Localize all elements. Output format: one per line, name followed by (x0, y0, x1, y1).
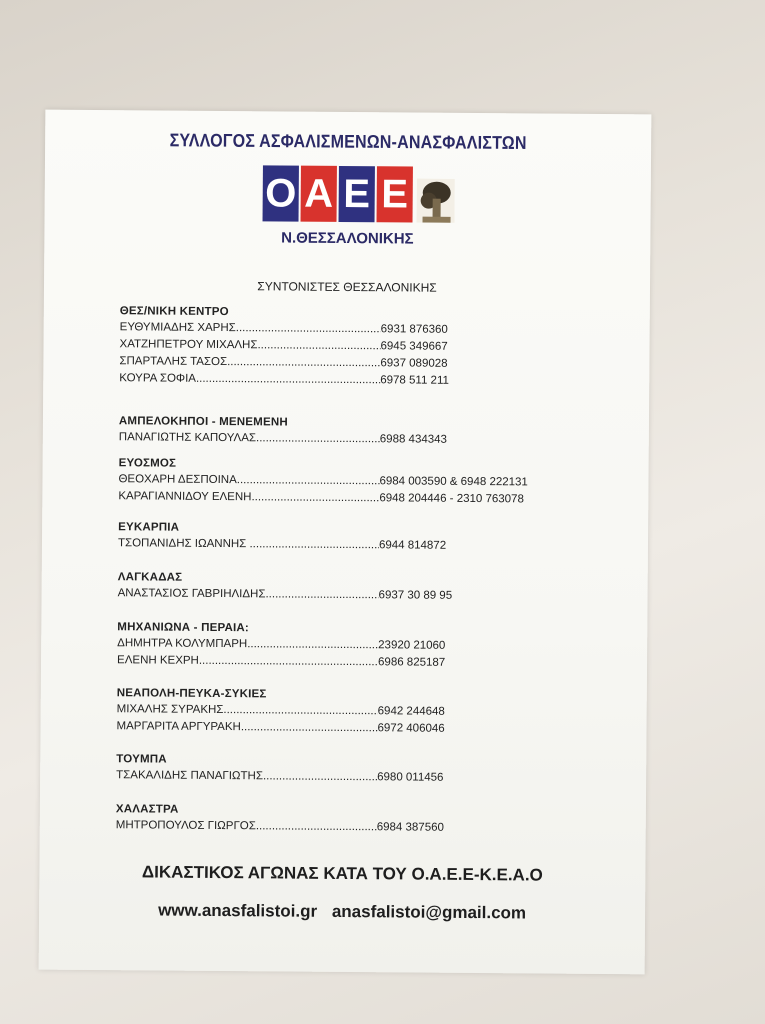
page-subtitle: ΣΥΝΤΟΝΙΣΤΕΣ ΘΕΣΣΑΛΟΝΙΚΗΣ (257, 279, 437, 295)
contact-phone: 6931 876360 (380, 323, 448, 336)
contact-phone: 6984 003590 & 6948 222131 (379, 475, 528, 489)
flyer-paper (39, 110, 652, 975)
section-michaniona (117, 621, 446, 672)
contact-name: ΚΑΡΑΓΙΑΝΝΙΔΟΥ ΕΛΕΝΗ ..... (118, 488, 379, 507)
contact-row (118, 535, 446, 555)
contact-phone: 6986 825187 (378, 656, 446, 669)
section-toumpa (116, 753, 444, 787)
contact-phone: 6980 011456 (377, 771, 444, 784)
section-title: ΛΑΓΚΑΔΑΣ (117, 571, 183, 584)
section-evosmos (118, 457, 528, 508)
section-neapoli (116, 687, 445, 738)
section-title: ΝΕΑΠΟΛΗ-ΠΕΥΚΑ-ΣΥΚΙΕΣ (116, 687, 267, 701)
contact-row (116, 767, 443, 787)
contact-phone: 23920 21060 (378, 639, 446, 652)
contact-name: ΜΙΧΑΛΗΣ ΣΥΡΑΚΗΣ ..... (117, 701, 378, 720)
contact-name: ΑΝΑΣΤΑΣΙΟΣ ΓΑΒΡΙΗΛΙΔΗΣ ..... (118, 585, 379, 604)
contact-row (119, 429, 447, 449)
contact-row (116, 718, 444, 738)
contact-name: ΚΟΥΡΑ ΣΟΦΙΑ ..... (119, 370, 380, 389)
contact-row (118, 488, 527, 508)
contact-name: ΔΗΜΗΤΡΑ ΚΟΛΥΜΠΑΡΗ ..... (117, 635, 378, 654)
contact-name: ΤΣΟΠΑΝΙΔΗΣ ΙΩΑΝΝΗΣ ..... (118, 535, 379, 554)
contact-phone: 6948 204446 - 2310 763078 (379, 492, 524, 506)
contact-name: ΕΛΕΝΗ ΚΕΧΡΗ ..... (117, 652, 378, 671)
contact-phone: 6937 30 89 95 (378, 589, 453, 602)
section-lagkadas (118, 571, 453, 605)
logo-letter: Ε (377, 166, 413, 222)
contact-phone: 6972 406046 (377, 722, 445, 735)
section-title: ΤΟΥΜΠΑ (116, 753, 167, 766)
section-title: ΧΑΛΑΣΤΡΑ (115, 803, 179, 816)
section-title: ΜΗΧΑΝΙΩΝΑ - ΠΕΡΑΙΑ: (117, 621, 250, 635)
statue-icon (417, 179, 455, 223)
oaee-logo (263, 163, 455, 223)
contact-phone: 6937 089028 (380, 357, 448, 370)
logo-letter: Ο (263, 165, 299, 221)
contact-name: ΣΠΑΡΤΑΛΗΣ ΤΑΣΟΣ ..... (119, 353, 380, 372)
section-ampelokipoi (119, 415, 447, 449)
contact-name: ΤΣΑΚΑΛΙΔΗΣ ΠΑΝΑΓΙΩΤΗΣ ..... (116, 767, 377, 786)
city-name: Ν.ΘΕΣΣΑΛΟΝΙΚΗΣ (281, 229, 414, 248)
contact-phone: 6978 511 211 (380, 374, 449, 387)
section-title: ΕΥΟΣΜΟΣ (118, 457, 177, 470)
contact-name: ΕΥΘΥΜΙΑΔΗΣ ΧΑΡΗΣ ..... (120, 319, 381, 338)
contact-row (118, 585, 453, 605)
contact-phone: 6945 349667 (380, 340, 448, 353)
email-link: anasfalistoi@gmail.com (331, 901, 527, 923)
contact-row (117, 652, 445, 672)
contact-name: ΘΕΟΧΑΡΗ ΔΕΣΠΟΙΝΑ ..... (118, 471, 379, 490)
contact-phone: 6984 387560 (376, 821, 444, 834)
contact-row (116, 817, 444, 837)
organization-name: ΣΥΛΛΟΓΟΣ ΑΣΦΑΛΙΣΜΕΝΩΝ-ΑΝΑΣΦΑΛΙΣΤΩΝ (169, 131, 527, 154)
section-efkarpia (118, 521, 446, 555)
contact-name: ΜΑΡΓΑΡΙΤΑ ΑΡΓΥΡΑΚΗ ..... (116, 718, 377, 737)
logo-letter: Α (301, 166, 337, 222)
contact-row (119, 370, 449, 390)
website-link: www.anasfalistoi.gr (158, 900, 318, 921)
contact-phone: 6942 244648 (377, 705, 445, 718)
contact-name: ΠΑΝΑΓΙΩΤΗΣ ΚΑΠΟΥΛΑΣ ..... (119, 429, 380, 448)
section-title: ΑΜΠΕΛΟΚΗΠΟΙ - ΜΕΝΕΜΕΝΗ (118, 415, 288, 429)
section-title: ΕΥΚΑΡΠΙΑ (118, 521, 180, 534)
section-chalastra (116, 803, 444, 837)
section-title: ΘΕΣ/ΝΙΚΗ ΚΕΝΤΡΟ (119, 305, 229, 319)
section-thessaloniki-center (119, 305, 449, 390)
contact-name: ΧΑΤΖΗΠΕΤΡΟΥ ΜΙΧΑΛΗΣ ..... (119, 336, 380, 355)
contact-name: ΜΗΤΡΟΠΟΥΛΟΣ ΓΙΩΡΓΟΣ ..... (116, 817, 377, 836)
logo-letter: Ε (339, 166, 375, 222)
contact-phone: 6944 814872 (378, 539, 447, 552)
footer-title: ΔΙΚΑΣΤΙΚΟΣ ΑΓΩΝΑΣ ΚΑΤΑ ΤΟΥ Ο.Α.Ε.Ε-Κ.Ε.Α.Ο (141, 862, 543, 885)
contact-phone: 6988 434343 (379, 433, 448, 446)
footer-contacts (39, 900, 645, 925)
